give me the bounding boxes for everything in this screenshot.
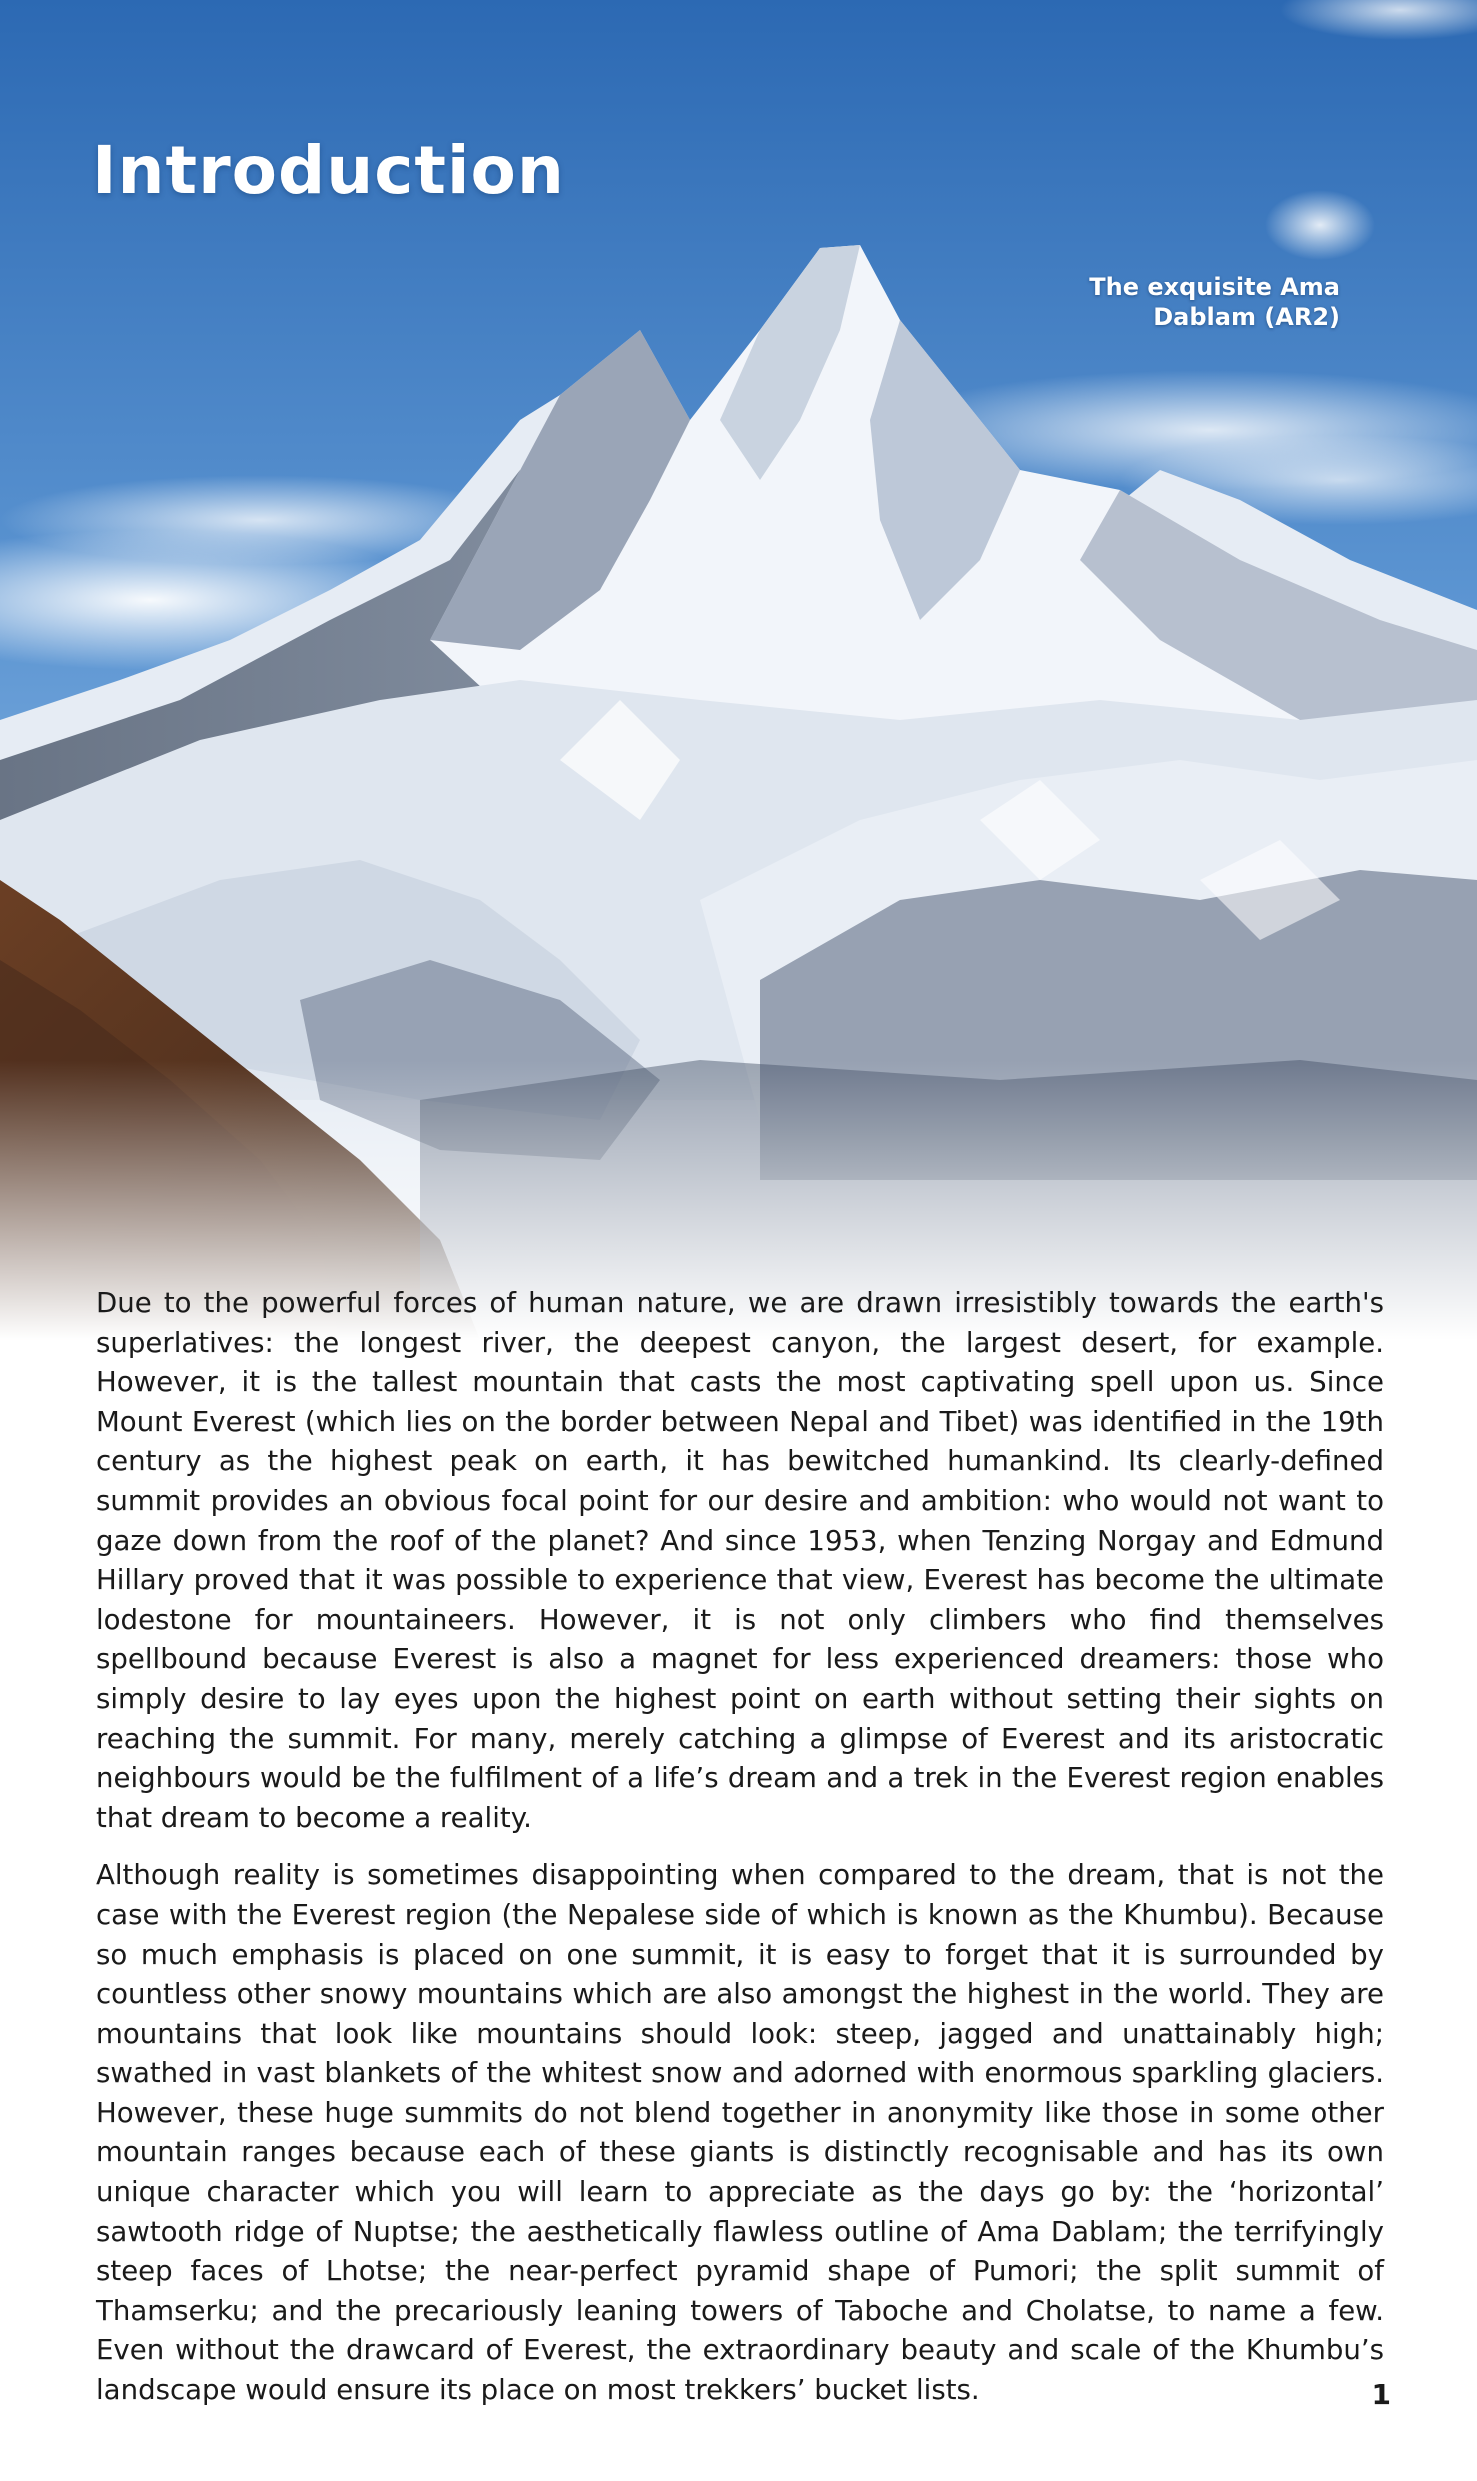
body-text bbox=[96, 1283, 1384, 2428]
page-number: 1 bbox=[1371, 2378, 1391, 2411]
body-paragraph: Due to the powerful forces of human nature, we are drawn irresistibly towards the earth's superlatives: the longest river, the deepest canyon, the largest desert, for example. However, it is the tallest mountain that casts the most captivating spell upon us. Since Mount Everest (which lies on the border between Nepal and Tibet) was identified in the 19th century as the highest peak on earth, it has bewitched humankind. Its clearly-defined summit provides an obvious focal point for our desire and ambition: who would not want to gaze down from the roof of the planet? And since 1953, when Tenzing Norgay and Edmund Hillary proved that it was possible to experience that view, Everest has become the ultimate lodestone for mountaineers. However, it is not only climbers who find themselves spellbound because Everest is also a magnet for less experienced dreamers: those who simply desire to lay eyes upon the highest point on earth without setting their sights on reaching the summit. For many, merely catching a glimpse of Everest and its aristocratic neighbours would be the fulfilment of a life’s dream and a trek in the Everest region enables that dream to become a reality. bbox=[96, 1286, 1384, 1834]
page-title: Introduction bbox=[92, 132, 565, 209]
photo-caption: The exquisite Ama Dablam (AR2) bbox=[1089, 273, 1340, 331]
body-paragraph: Although reality is sometimes disappointing when compared to the dream, that is not the case with the Everest region (the Nepalese side of which is known as the Khumbu). Because so much emphasis is placed on one summit, it is easy to forget that it is surrounded by countless other snowy mountains which are also amongst the highest in the world. They are mountains that look like mountains should look: steep, jagged and unattainably high; swathed in vast blankets of the whitest snow and adorned with enormous sparkling glaciers. However, these huge summits do not blend together in anonymity like those in some other mountain ranges because each of these giants is distinctly recognisable and has its own unique character which you will learn to appreciate as the days go by: the ‘horizontal’ sawtooth ridge of Nuptse; the aesthetically flawless outline of Ama Dablam; the terrifyingly steep faces of Lhotse; the near-perfect pyramid shape of Pumori; the split summit of Thamserku; and the precariously leaning towers of Taboche and Cholatse, to name a few. Even without the drawcard of Everest, the extraordinary beauty and scale of the Khumbu’s landscape would ensure its place on most trekkers’ bucket lists. bbox=[96, 1858, 1384, 2407]
